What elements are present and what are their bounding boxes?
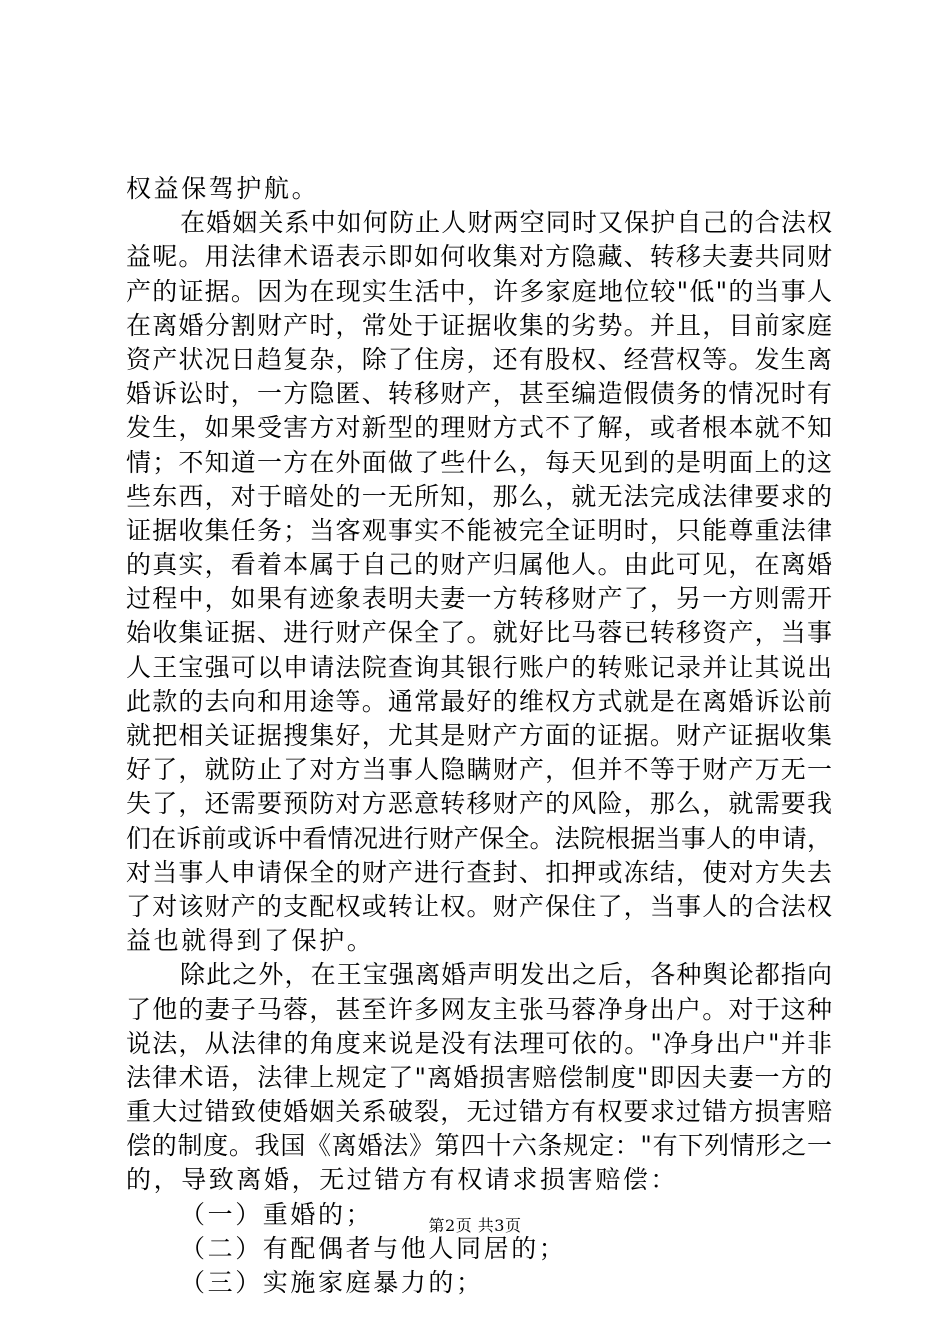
text-line: 始收集证据、进行财产保全了。就好比马蓉已转移资产，当事 (126, 618, 832, 648)
text-line: 好了，就防止了对方当事人隐瞒财产，但并不等于财产万无一 (126, 755, 832, 785)
text-line: 就把相关证据搜集好，尤其是财产方面的证据。财产证据收集 (126, 721, 832, 750)
text-line: 的真实，看着本属于自己的财产归属他人。由此可见，在离婚 (126, 550, 832, 580)
text-line: 在离婚分割财产时，常处于证据收集的劣势。并且，目前家庭 (126, 310, 832, 340)
text-line: 情；不知道一方在外面做了些什么，每天见到的是明面上的这 (126, 447, 832, 477)
text-line: 过程中，如果有迹象表明夫妻一方转移财产了，另一方则需开 (126, 584, 832, 614)
text-line: 失了，还需要预防对方恶意转移财产的风险，那么，就需要我 (126, 789, 832, 819)
text-line: 权益保驾护航。 (126, 174, 320, 203)
text-line: 婚诉讼时，一方隐匿、转移财产，甚至编造假债务的情况时有 (126, 379, 832, 409)
text-line: 益也就得到了保护。 (126, 926, 375, 956)
text-line: 此款的去向和用途等。通常最好的维权方式就是在离婚诉讼前 (126, 686, 832, 716)
list-item: （二）有配偶者与他人同居的； (180, 1233, 567, 1263)
text-line: 的，导致离婚，无过错方有权请求损害赔偿： (126, 1165, 679, 1195)
text-line: 们在诉前或诉中看情况进行财产保全。法院根据当事人的申请， (126, 823, 832, 853)
text-line: 法律术语，法律上规定了"离婚损害赔偿制度"即因夫妻一方的 (126, 1062, 832, 1092)
list-item: （三）实施家庭暴力的； (180, 1268, 484, 1297)
text-line: 发生，如果受害方对新型的理财方式不了解，或者根本就不知 (126, 413, 832, 443)
paragraph-start-line: 在婚姻关系中如何防止人财两空同时又保护自己的合法权 (180, 208, 832, 238)
text-line: 人王宝强可以申请法院查询其银行账户的转账记录并让其说出 (126, 652, 832, 682)
text-line: 对当事人申请保全的财产进行查封、扣押或冻结，使对方失去 (126, 857, 832, 887)
text-line: 了他的妻子马蓉，甚至许多网友主张马蓉净身出户。对于这种 (126, 994, 832, 1024)
document-body (126, 172, 832, 1300)
text-line: 证据收集任务；当客观事实不能被完全证明时，只能尊重法律 (126, 515, 832, 545)
paragraph-start-line: 除此之外，在王宝强离婚声明发出之后，各种舆论都指向 (180, 960, 832, 990)
text-line: 偿的制度。我国《离婚法》第四十六条规定："有下列情形之一 (126, 1131, 832, 1161)
text-line: 重大过错致使婚姻关系破裂，无过错方有权要求过错方损害赔 (126, 1097, 832, 1127)
page-number: 第2页 共3页 (428, 1216, 522, 1235)
list-item: （一）重婚的； (180, 1199, 374, 1229)
text-line: 了对该财产的支配权或转让权。财产保住了，当事人的合法权 (126, 891, 832, 921)
text-line: 资产状况日趋复杂，除了住房，还有股权、经营权等。发生离 (126, 344, 832, 374)
text-line: 些东西，对于暗处的一无所知，那么，就无法完成法律要求的 (126, 481, 832, 511)
text-line: 产的证据。因为在现实生活中，许多家庭地位较"低"的当事人 (126, 276, 832, 306)
text-line: 益呢。用法律术语表示即如何收集对方隐藏、转移夫妻共同财 (126, 242, 832, 272)
text-line: 说法，从法律的角度来说是没有法理可依的。"净身出户"并非 (126, 1028, 832, 1058)
